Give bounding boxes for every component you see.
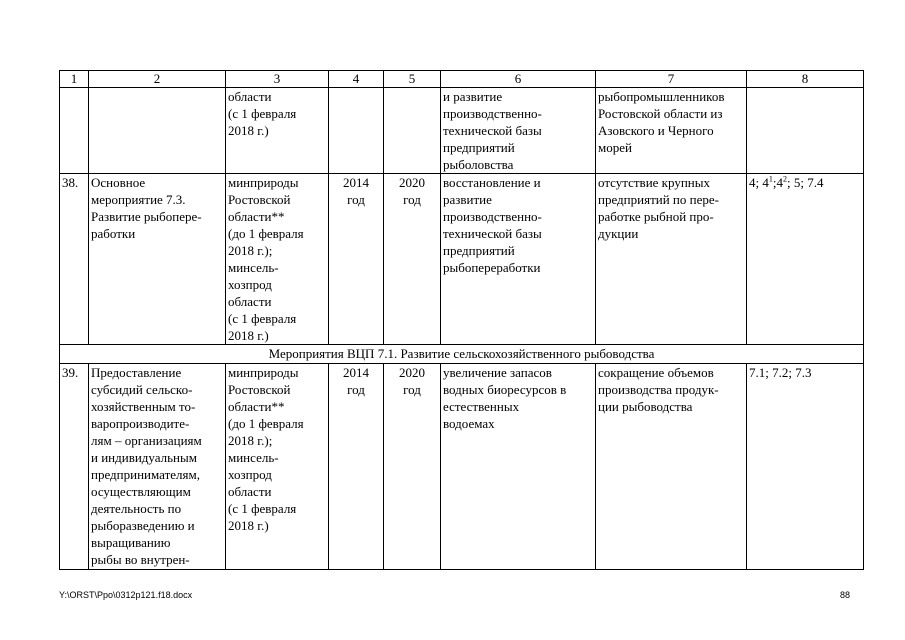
footer-page-number: 88 xyxy=(840,590,851,600)
cell-line: Ростовской xyxy=(228,382,291,397)
cell-line: предприятий xyxy=(443,140,515,155)
cell-executor xyxy=(226,88,329,174)
cell-line: работке рыбной про- xyxy=(598,209,714,224)
cell-line: хозяйственным то- xyxy=(91,399,196,414)
cell-line: выращиванию xyxy=(91,535,171,550)
cell-result xyxy=(441,364,596,570)
header-cell-5: 5 xyxy=(384,71,441,88)
cell-activity xyxy=(89,174,226,345)
cell-line: 2018 г.) xyxy=(228,518,269,533)
cell-line: 2014 xyxy=(343,365,369,380)
section-row xyxy=(60,345,864,364)
cell-line: работки xyxy=(91,226,136,241)
cell-line: год xyxy=(347,382,365,397)
cell-num xyxy=(60,88,89,174)
cell-start xyxy=(329,364,384,570)
cell-line: области** xyxy=(228,399,285,414)
cell-line: области xyxy=(228,89,272,104)
cell-line: хозпрод xyxy=(228,277,272,292)
cell-end xyxy=(384,88,441,174)
cell-line: год xyxy=(347,192,365,207)
cell-line: минприроды xyxy=(228,175,299,190)
cell-line: и индивидуальным xyxy=(91,450,197,465)
cell-line: производства продук- xyxy=(598,382,719,397)
cell-line: 2018 г.) xyxy=(228,123,269,138)
cell-executor xyxy=(226,174,329,345)
cell-line: минсель- xyxy=(228,450,279,465)
cell-line: (с 1 февраля xyxy=(228,501,297,516)
cell-line: области xyxy=(228,484,272,499)
cell-line: хозпрод xyxy=(228,467,272,482)
cell-line: субсидий сельско- xyxy=(91,382,193,397)
header-cell-6: 6 xyxy=(441,71,596,88)
cell-line: Предоставление xyxy=(91,365,182,380)
cell-line: 2018 г.) xyxy=(228,328,269,343)
table-row-38 xyxy=(60,174,864,345)
cell-line: технической базы xyxy=(443,226,542,241)
cell-line: рыбопромышленников xyxy=(598,89,725,104)
program-table xyxy=(59,70,864,570)
cell-line: увеличение запасов xyxy=(443,365,552,380)
cell-executor xyxy=(226,364,329,570)
cell-line: рыбы во внутрен- xyxy=(91,552,190,567)
cell-indicators xyxy=(747,174,864,345)
indicator-sup-2: 2 xyxy=(783,174,787,184)
header-cell-2: 2 xyxy=(89,71,226,88)
cell-line: предприятий xyxy=(443,243,515,258)
cell-indicators: 7.1; 7.2; 7.3 xyxy=(747,364,864,570)
cell-line: технической базы xyxy=(443,123,542,138)
cell-line: (до 1 февраля xyxy=(228,226,304,241)
cell-consequence xyxy=(596,88,747,174)
cell-line: естественных xyxy=(443,399,520,414)
cell-line: деятельность по xyxy=(91,501,182,516)
cell-activity xyxy=(89,364,226,570)
cell-result xyxy=(441,88,596,174)
cell-line: мероприятие 7.3. xyxy=(91,192,186,207)
cell-end xyxy=(384,364,441,570)
cell-activity xyxy=(89,88,226,174)
cell-line: варопроизводите- xyxy=(91,416,190,431)
cell-num: 38. xyxy=(60,174,89,345)
cell-line: рыборазведению и xyxy=(91,518,195,533)
cell-line: (с 1 февраля xyxy=(228,106,297,121)
table-row-39 xyxy=(60,364,864,570)
cell-line: Ростовской области из xyxy=(598,106,723,121)
cell-line: ции рыбоводства xyxy=(598,399,693,414)
footer-file-path: Y:\ORST\Ppo\0312p121.f18.docx xyxy=(59,590,193,600)
cell-line: осуществляющим xyxy=(91,484,191,499)
cell-line: рыболовства xyxy=(443,157,514,172)
cell-line: производственно- xyxy=(443,209,542,224)
header-cell-3: 3 xyxy=(226,71,329,88)
cell-line: восстановление и xyxy=(443,175,541,190)
header-cell-4: 4 xyxy=(329,71,384,88)
cell-line: (с 1 февраля xyxy=(228,311,297,326)
cell-line: области** xyxy=(228,209,285,224)
table-row-continued xyxy=(60,88,864,174)
header-row xyxy=(60,71,864,88)
cell-line: сокращение объемов xyxy=(598,365,714,380)
cell-line: производственно- xyxy=(443,106,542,121)
cell-line: Основное xyxy=(91,175,146,190)
cell-start xyxy=(329,174,384,345)
cell-line: минприроды xyxy=(228,365,299,380)
header-cell-1: 1 xyxy=(60,71,89,88)
cell-line: лям – организациям xyxy=(91,433,202,448)
cell-line: год xyxy=(403,192,421,207)
indicator-text-b: ;4 xyxy=(772,175,783,190)
cell-line: отсутствие крупных xyxy=(598,175,710,190)
cell-line: 2018 г.); xyxy=(228,243,273,258)
indicator-text-a: 4; 4 xyxy=(749,175,769,190)
cell-line: Ростовской xyxy=(228,192,291,207)
header-cell-8: 8 xyxy=(747,71,864,88)
cell-line: и развитие xyxy=(443,89,503,104)
cell-indicators xyxy=(747,88,864,174)
cell-line: морей xyxy=(598,140,632,155)
indicator-sup-1: 1 xyxy=(768,174,773,184)
cell-line: 2020 xyxy=(399,365,425,380)
cell-line: 2014 xyxy=(343,175,369,190)
cell-line: развитие xyxy=(443,192,492,207)
cell-line: дукции xyxy=(598,226,639,241)
cell-num: 39. xyxy=(60,364,89,570)
cell-line: предпринимателям, xyxy=(91,467,200,482)
cell-result xyxy=(441,174,596,345)
cell-line: минсель- xyxy=(228,260,279,275)
cell-line: предприятий по пере- xyxy=(598,192,719,207)
cell-line: области xyxy=(228,294,272,309)
cell-line: водоемах xyxy=(443,416,495,431)
cell-line: (до 1 февраля xyxy=(228,416,304,431)
cell-line: 2018 г.); xyxy=(228,433,273,448)
section-title: Мероприятия ВЦП 7.1. Развитие сельскохозяйственного рыбоводства xyxy=(60,345,864,364)
cell-line: год xyxy=(403,382,421,397)
cell-start xyxy=(329,88,384,174)
cell-line: рыбопереработки xyxy=(443,260,541,275)
cell-line: Развитие рыбопере- xyxy=(91,209,202,224)
cell-line: Азовского и Черного xyxy=(598,123,714,138)
indicator-text-c: ; 5; 7.4 xyxy=(787,175,824,190)
cell-line: 2020 xyxy=(399,175,425,190)
cell-consequence xyxy=(596,174,747,345)
cell-end xyxy=(384,174,441,345)
header-cell-7: 7 xyxy=(596,71,747,88)
cell-consequence xyxy=(596,364,747,570)
cell-line: водных биоресурсов в xyxy=(443,382,567,397)
